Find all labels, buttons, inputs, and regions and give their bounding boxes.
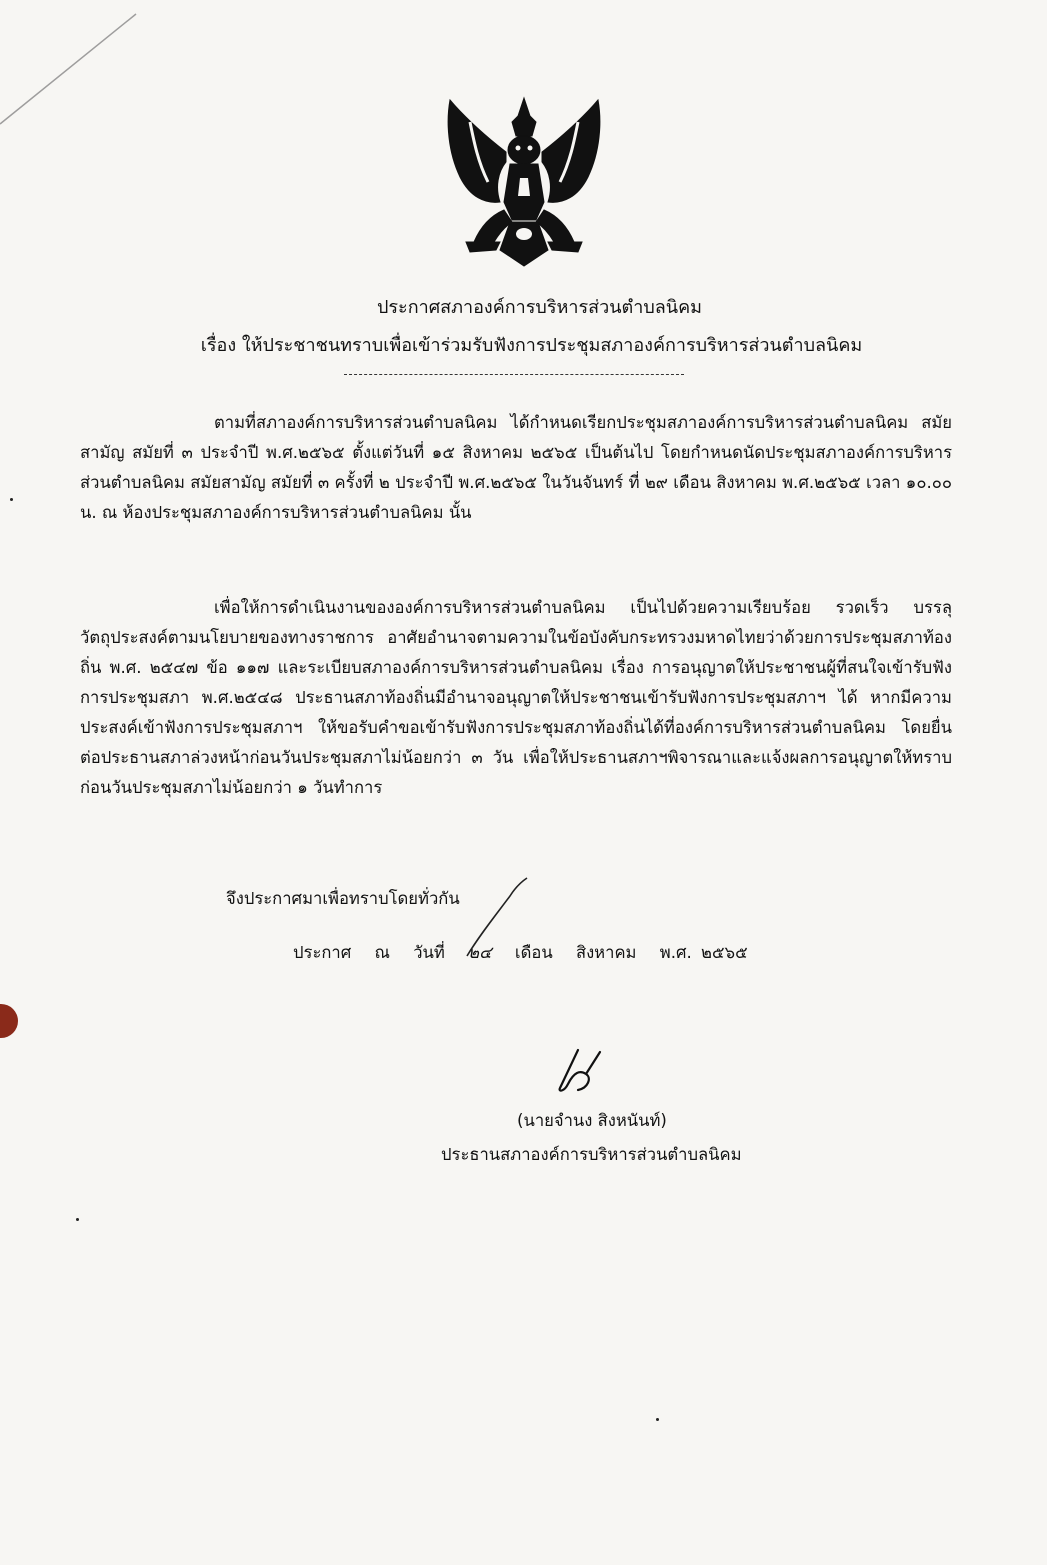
closing-line: จึงประกาศมาเพื่อทราบโดยทั่วกัน [226,889,460,908]
separator-line [344,374,684,375]
handwritten-signature [548,1044,606,1096]
scan-dust-mark [656,1418,659,1421]
paragraph-2-text: เพื่อให้การดำเนินงานขององค์การบริหารส่วนตำบลนิคม เป็นไปด้วยความเรียบร้อย รวดเร็ว บรรลุวัตถุประสงค์ตามนโยบายของทางราชการ อาศัยอำนาจตามความในข้อบังคับกระทรวงมหาดไทยว่าด้วยการประชุมสภาท้องถิ่น พ.ศ. ๒๕๔๗ ข้อ ๑๑๗ และระเบียบสภาองค์การบริหารส่วนตำบลนิคม เรื่อง การอนุญาตให้ประชาชนผู้ที่สนใจเข้ารับฟังการประชุมสภา พ.ศ.๒๕๔๘ ประธานสภาท้องถิ่นมีอำนาจอนุญาตให้ประชาชนเข้ารับฟังการประชุมสภาฯ ได้ หากมีความประสงค์เข้าฟังการประชุมสภาฯ ให้ขอรับคำขอเข้ารับฟังการประชุมสภาท้องถิ่นได้ที่องค์การบริหารส่วนตำบลนิคม โดยยื่นต่อประธานสภาล่วงหน้าก่อนวันประชุมสภาไม่น้อยกว่า ๓ วัน เพื่อให้ประธานสภาฯพิจารณาและแจ้งผลการอนุญาตให้ทราบก่อนวันประชุมสภาไม่น้อยกว่า ๑ วันทำการ [80,598,952,797]
announcement-date [293,940,762,966]
date-at-label: ณ [374,943,390,962]
date-announce-label: ประกาศ [293,943,352,962]
body-paragraph-1 [80,408,952,528]
signatory-name: (นายจำนง สิงหนันท์) [517,1111,667,1130]
garuda-emblem-icon [440,92,608,272]
date-month-value: สิงหาคม [575,943,637,962]
date-year-value: พ.ศ. ๒๕๖๕ [659,943,748,962]
date-day-label: วันที่ [413,943,445,962]
scan-dust-mark [10,498,13,501]
date-day-value: ๒๔ [468,943,492,962]
binder-hole-mark [0,1004,18,1038]
announcement-subject: เรื่อง ให้ประชาชนทราบเพื่อเข้าร่วมรับฟังการประชุมสภาองค์การบริหารส่วนตำบลนิคม [200,335,863,356]
body-paragraph-2 [80,593,952,803]
scan-corner-artifact [0,0,140,130]
date-month-label: เดือน [514,943,553,962]
scan-dust-mark [76,1218,79,1221]
paragraph-1-text: ตามที่สภาองค์การบริหารส่วนตำบลนิคม ได้กำหนดเรียกประชุมสภาองค์การบริหารส่วนตำบลนิคม สมัยสามัญ สมัยที่ ๓ ประจำปี พ.ศ.๒๕๖๕ ตั้งแต่วันที่ ๑๕ สิงหาคม ๒๕๖๕ เป็นต้นไป โดยกำหนดนัดประชุมสภาองค์การบริหารส่วนตำบลนิคม สมัยสามัญ สมัยที่ ๓ ครั้งที่ ๒ ประจำปี พ.ศ.๒๕๖๕ ในวันจันทร์ ที่ ๒๙ เดือน สิงหาคม พ.ศ.๒๕๖๕ เวลา ๑๐.๐๐ น. ณ ห้องประชุมสภาองค์การบริหารส่วนตำบลนิคม นั้น [80,413,952,522]
announcement-title: ประกาศสภาองค์การบริหารส่วนตำบลนิคม [376,297,703,318]
signatory-position: ประธานสภาองค์การบริหารส่วนตำบลนิคม [441,1145,742,1164]
